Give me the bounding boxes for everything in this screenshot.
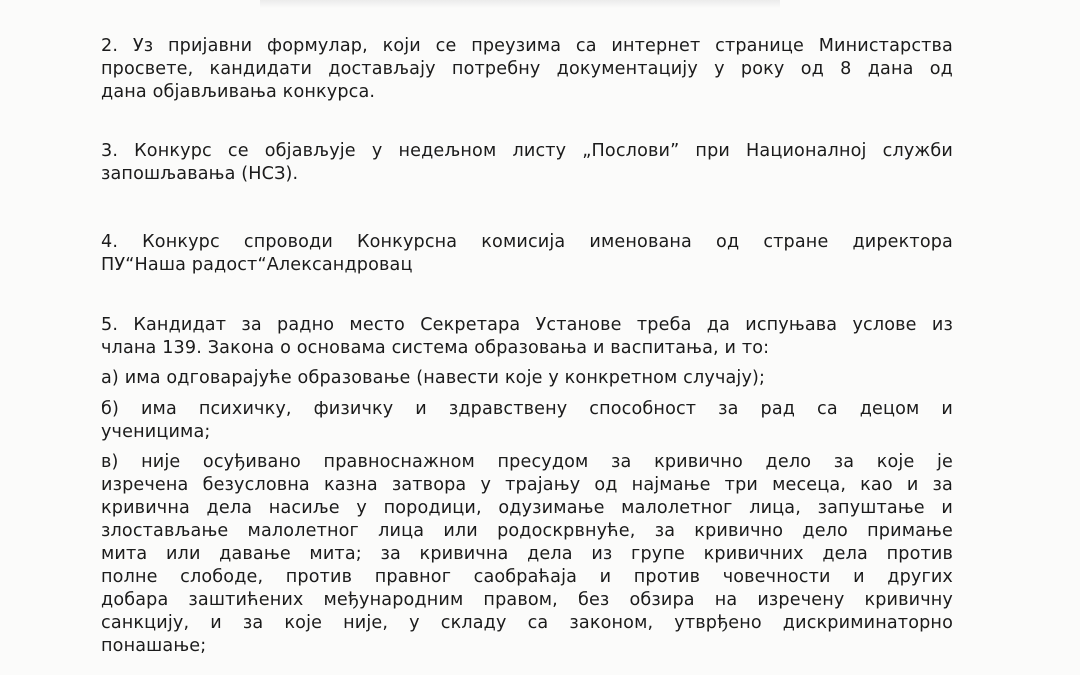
condition-item-b [101, 398, 953, 444]
paragraph-3 [101, 140, 953, 186]
text-line: в) није осуђивано правноснажном пресудом за кривично дело за које је [101, 452, 953, 472]
paragraph-4 [101, 231, 953, 277]
scan-artifact [260, 0, 780, 8]
text-line: просвете, кандидати достављају потребну документацију у року од 8 дана од [101, 59, 953, 79]
condition-item-a [101, 367, 953, 390]
text-line: члана 139. Закона о основама система образовања и васпитања, и то: [101, 338, 770, 358]
text-line: мита или давање мита; за кривична дела из групе кривичних дела против [101, 544, 953, 564]
condition-item-v [101, 451, 953, 658]
text-line: ученицима; [101, 422, 211, 442]
text-line: 3. Конкурс се објављује у недељном листу „Послови” при Националној служби [101, 141, 953, 161]
text-line: полне слободе, против правног саобраћаја и против човечности и других [101, 567, 953, 587]
text-line: злостављање малолетног лица или родоскрвнуће, за кривично дело примање [101, 521, 953, 541]
paragraph-5 [101, 314, 953, 360]
paragraph-2 [101, 35, 953, 104]
text-line: ПУ“Наша радост“Александровац [101, 255, 413, 275]
text-line: изречена безусловна казна затвора у трајању од најмање три месеца, као и за [101, 475, 953, 495]
text-line: а) има одговарајуће образовање (навести које у конкретном случају); [101, 368, 766, 388]
text-line: кривична дела насиље у породици, одузимање малолетног лица, запуштање и [101, 498, 953, 518]
text-line: понашање; [101, 636, 207, 656]
text-line: 4. Конкурс спроводи Конкурсна комисија именована од стране директора [101, 232, 953, 252]
text-line: добара заштићених међународним правом, без обзира на изречену кривичну [101, 590, 953, 610]
text-line: запошљавања (НСЗ). [101, 164, 299, 184]
text-line: санкцију, и за које није, у складу са законом, утврђено дискриминаторно [101, 613, 953, 633]
text-line: 2. Уз пријавни формулар, који се преузима са интернет странице Министарства [101, 36, 953, 56]
text-line: б) има психичку, физичку и здравствену способност за рад са децом и [101, 399, 953, 419]
text-line: дана објављивања конкурса. [101, 82, 376, 102]
text-line: 5. Кандидат за радно место Секретара Установе треба да испуњава услове из [101, 315, 953, 335]
